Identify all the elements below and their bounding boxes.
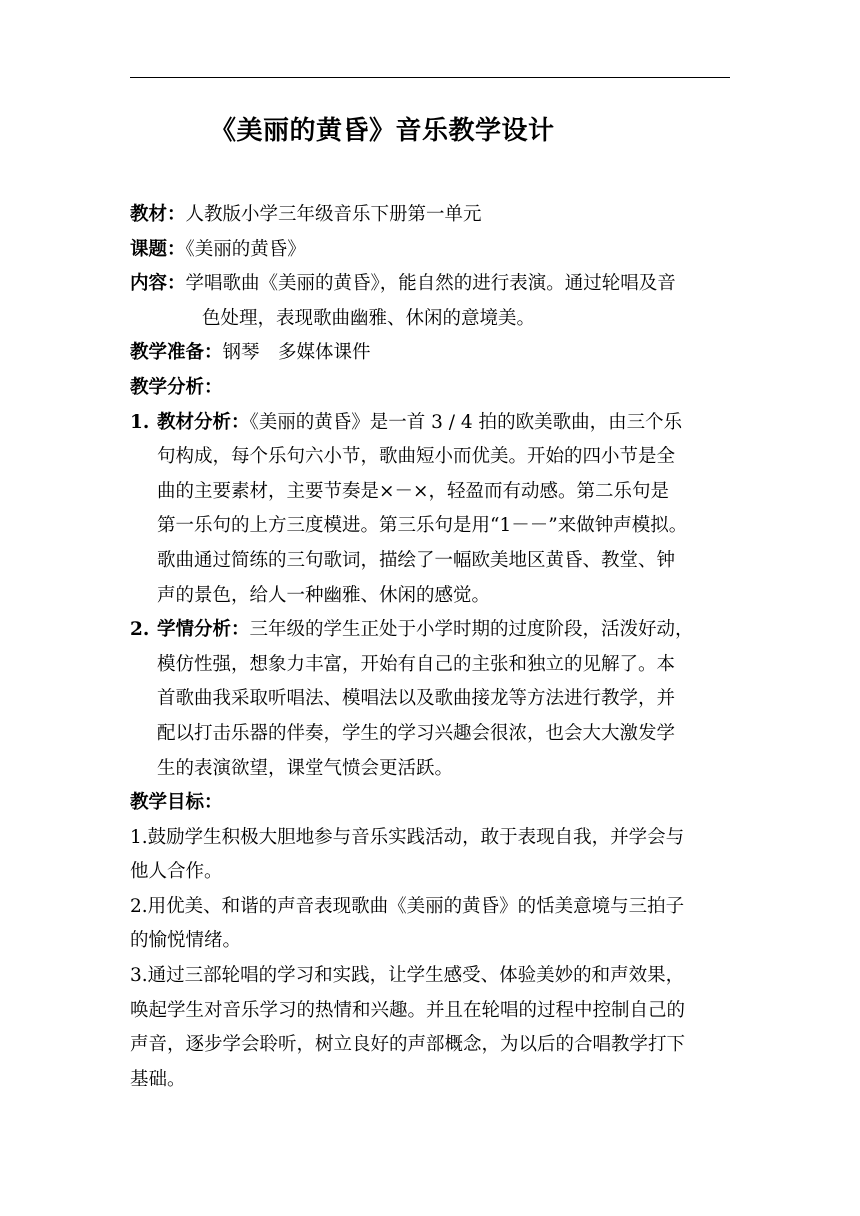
topic-line <box>130 233 730 268</box>
analysis-item-2-label: 学情分析： <box>157 619 250 641</box>
content-text-line-2: 色处理，表现歌曲幽雅、休闲的意境美。 <box>202 307 536 329</box>
analysis-item-2-line-2: 模仿性强，想象力丰富，开始有自己的主张和独立的见解了。本 <box>157 653 676 675</box>
content-label: 内容： <box>130 273 186 295</box>
analysis-item-1-line-5: 歌曲通过简练的三句歌词，描绘了一幅欧美地区黄昏、教堂、钟 <box>157 549 676 571</box>
material-line <box>130 198 730 233</box>
content-line-continued <box>130 302 730 337</box>
goal-1-line-1: 1.鼓励学生积极大胆地参与音乐实践活动，敢于表现自我，并学会与 <box>130 826 685 848</box>
analysis-item-1-line-3: 曲的主要素材，主要节奏是×－×，轻盈而有动感。第二乐句是 <box>157 480 670 502</box>
goal-3-line-4: 基础。 <box>130 1068 186 1090</box>
material-value: 人教版小学三年级音乐下册第一单元 <box>185 204 482 225</box>
analysis-item-1-label: 教材分析： <box>157 411 250 433</box>
analysis-item-1-line-2: 句构成，每个乐句六小节，歌曲短小而优美。开始的四小节是全 <box>157 446 676 468</box>
preparation-value: 钢琴 多媒体课件 <box>222 342 371 364</box>
analysis-item-2-number: 2. <box>130 619 150 641</box>
preparation-line <box>130 336 730 371</box>
topic-label: 课题： <box>130 238 186 260</box>
analysis-heading: 教学分析： <box>130 376 223 398</box>
document-title: 《美丽的黄昏》音乐教学设计 <box>210 116 555 146</box>
analysis-item-1-line-1: 《美丽的黄昏》是一首 3 / 4 拍的欧美歌曲，由三个乐 <box>249 411 683 433</box>
content-text-line-1: 学唱歌曲《美丽的黄昏》，能自然的进行表演。通过轮唱及音 <box>185 273 676 295</box>
analysis-item-2-line-5: 生的表演欲望，课堂气愤会更活跃。 <box>157 757 454 779</box>
analysis-item-1 <box>130 406 730 441</box>
material-label: 教材： <box>130 204 186 225</box>
goals-heading: 教学目标： <box>130 792 223 814</box>
goal-3-line-3: 声音，逐步学会聆听，树立良好的声部概念，为以后的合唱教学打下 <box>130 1034 686 1056</box>
goal-2-line-1: 2.用优美、和谐的声音表现歌曲《美丽的黄昏》的恬美意境与三拍子 <box>130 895 685 917</box>
preparation-label: 教学准备： <box>130 342 223 364</box>
analysis-item-2-line-4: 配以打击乐器的伴奏，学生的学习兴趣会很浓，也会大大激发学 <box>157 722 676 744</box>
goal-3-line-1: 3.通过三部轮唱的学习和实践，让学生感受、体验美妙的和声效果， <box>130 965 685 987</box>
analysis-item-1-line-6: 声的景色，给人一种幽雅、休闲的感觉。 <box>157 584 491 606</box>
analysis-item-2-line-3: 首歌曲我采取听唱法、模唱法以及歌曲接龙等方法进行教学，并 <box>157 688 676 710</box>
content-line <box>130 267 730 302</box>
analysis-item-1-line-4: 第一乐句的上方三度模进。第三乐句是用“1－－”来做钟声模拟。 <box>157 515 688 537</box>
goal-2-line-2: 的愉悦情绪。 <box>130 930 242 952</box>
goal-1-line-2: 他人合作。 <box>130 861 223 883</box>
topic-value: 《美丽的黄昏》 <box>185 238 306 260</box>
header-rule <box>130 77 730 78</box>
document-body <box>130 198 730 1097</box>
analysis-item-2 <box>130 613 730 648</box>
goal-3-line-2: 唤起学生对音乐学习的热情和兴趣。并且在轮唱的过程中控制自己的 <box>130 999 686 1021</box>
analysis-item-2-line-1: 三年级的学生正处于小学时期的过度阶段，活泼好动， <box>249 619 694 641</box>
analysis-item-1-number: 1. <box>130 411 150 433</box>
